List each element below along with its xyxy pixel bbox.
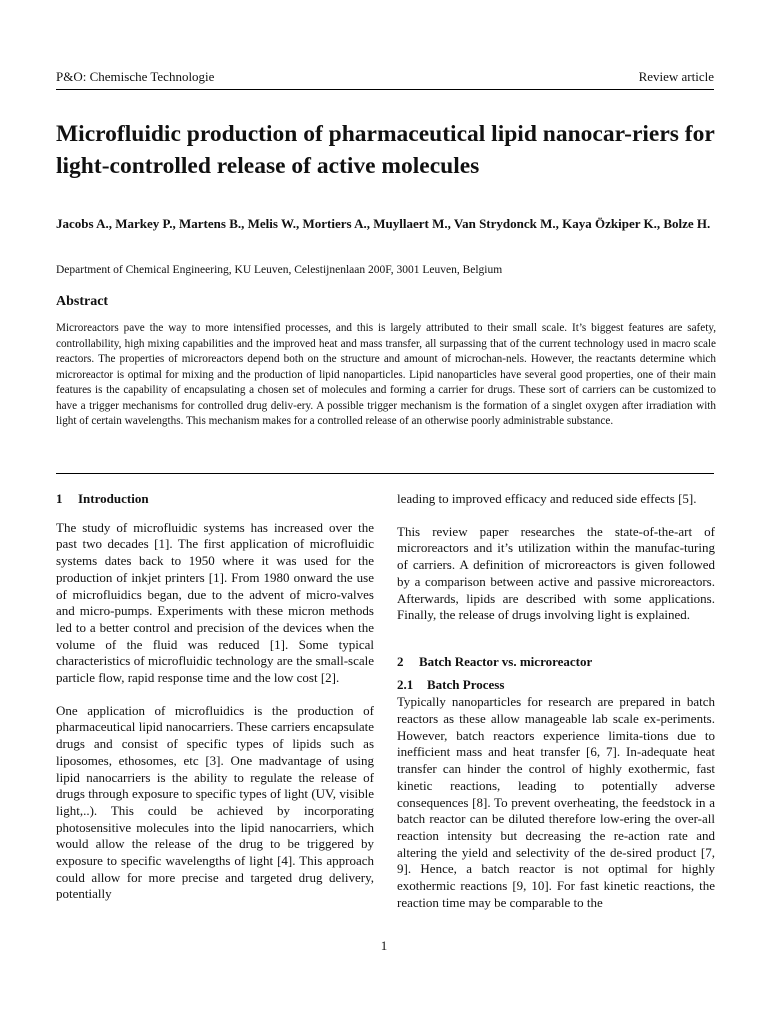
left-column <box>56 491 374 903</box>
abstract-divider <box>56 473 714 474</box>
intro-paragraph-2-continued: leading to improved efficacy and reduced side effects [5]. <box>397 491 697 506</box>
subsection-heading-batch-process <box>397 677 715 694</box>
article-type: Review article <box>638 69 714 84</box>
page-number: 1 <box>380 938 388 953</box>
abstract-heading: Abstract <box>56 294 109 309</box>
section-number: 1 <box>56 491 63 506</box>
right-column <box>397 491 715 911</box>
subsection-number: 2.1 <box>397 676 414 692</box>
affiliation: Department of Chemical Engineering, KU Leuven, Celestijnenlaan 200F, 3001 Leuven, Belgium <box>56 264 503 276</box>
batch-paragraph-1: Typically nanoparticles for research are prepared in batch reactors as these allow manageable lab scale ex-periments. However, batch reactors experience limita-tions due to inefficient mass and heat transfer [6, 7]. In-adequate heat transfer can hinder the control of highly exothermic, fast kinetic reactions, leading to potentially adverse consequences [8]. To prevent overheating, the feedstock in a batch reactor can be diluted therefore low-ering the over-all reaction intensity but decreasing the re-action rate and altering the yield and selectivity of the de-sired product [7, 9]. Hence, a batch reactor is not optimal for highly exothermic reactions [9, 10]. For fast kinetic reactions, the reaction time may be comparable to the <box>397 694 715 910</box>
header-divider <box>56 89 714 90</box>
section-title: Batch Reactor vs. microreactor <box>419 653 593 669</box>
subsection-title: Batch Process <box>427 676 505 692</box>
section-title: Introduction <box>78 491 149 506</box>
paper-title: Microfluidic production of pharmaceutical lipid nanocar-riers for light-controlled release of active molecules <box>56 121 715 179</box>
section-heading-introduction <box>56 491 374 508</box>
intro-paragraph-1: The study of microfluidic systems has increased over the past two decades [1]. The first application of microfluidic systems dates back to 1950 where it was used for the production of inkjet printers [1]. From 1980 onward the use of microfluidics began, due to the advent of micro-valves and micro-pumps. Experiments with these micron methods led to a better control and precision of the devices when the volume of the fluid was reduced [1]. Some typical characteristics of microfluidic technology are the small-scale particle flow, rapid response time and the low cost [2]. <box>56 519 374 686</box>
abstract-text: Microreactors pave the way to more intensified processes, and this is largely attributed to their small scale. It’s biggest features are safety, controllability, high mixing capabilities and the improved heat and mass transfer, all surpassing that of the current technology used in macro scale reactors. The properties of microreactors depend both on the structure and amount of microchan-nels. However, the reactants determine which microreactor is optimal for mixing and the production of lipid nanoparticles. Lipid nanoparticles have several good properties, one of their main features is the capability of encapsulating a chosen set of molecules and forming a carrier for drugs. These sort of carriers can be customized to have a trigger mechanisms for controlled drug deliv-ery. A possible trigger mechanism is the formation of a singlet oxygen after irradiation with light of certain wavelengths. This mechanism makes for a controlled release of an otherwise poorly administrable substance. <box>56 322 716 427</box>
intro-paragraph-3: This review paper researches the state-of-the-art of microreactors and it’s utilization within the manufac-turing of carriers. A definition of microreactors is given followed by a comparison between active and passive microreactors. Afterwards, lipids are described with some applications. Finally, the release of drugs involving light is explained. <box>397 523 715 623</box>
section-heading-batch-reactor <box>397 654 715 671</box>
journal-name: P&O: Chemische Technologie <box>56 69 215 84</box>
intro-paragraph-2: One application of microfluidics is the production of pharmaceutical lipid nanocarriers. These carriers encapsulate drugs and consist of specific types of lipids such as liposomes, ethosomes, etc [3]. One madvantage of using lipid nanocarriers is the ability to regulate the release of drugs through exposure to specific types of light (UV, visible light,..). This could be achieved by incorporating photosensitive molecules into the lipid nanocarriers, which would allow the release of the drug to be triggered by exposure to specific wavelengths of light [4]. This approach could allow for more precise and targeted drug delivery, potentially <box>56 702 374 902</box>
section-number: 2 <box>397 653 404 669</box>
author-list: Jacobs A., Markey P., Martens B., Melis W., Mortiers A., Muyllaert M., Van Strydonck M., Kaya Özkiper K., Bolze H. <box>56 216 711 231</box>
